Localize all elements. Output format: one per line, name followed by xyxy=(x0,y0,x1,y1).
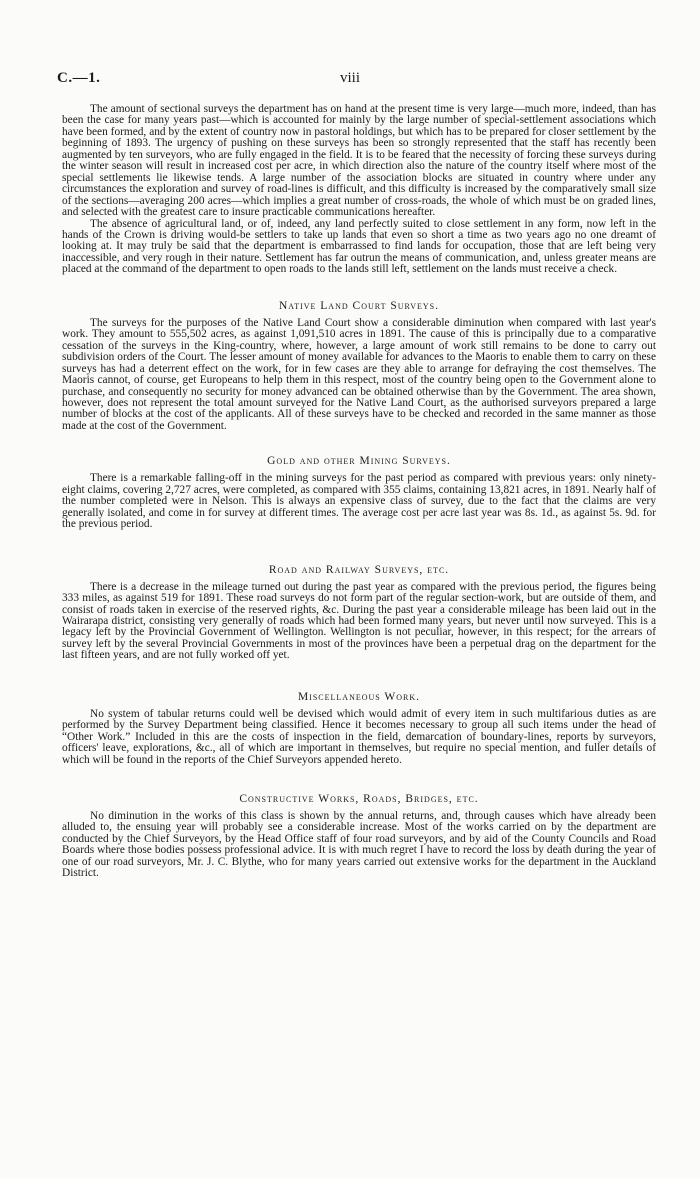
intro-paragraph-2: The absence of agricultural land, or of, indeed, any land perfectly suited to close settlement in any form, now left in the hands of the Crown is driving would-be settlers to take up lands that even so short a time as two years ago no one dreamt of looking at. It may truly be said that the department is embarrassed to find lands for occupation, those that are left being very inaccessible, and very rough in their nature. Settlement has far outrun the means of communication, and, unless greater means are placed at the command of the department to open roads to the lands still left, settlement on the lands must receive a check. xyxy=(62,217,656,276)
paragraph-road-railway-surveys: There is a decrease in the mileage turned out during the past year as compared with the previous period, the figures being 333 miles, as against 519 for 1891. These road surveys do not form part of the regular section-work, but are outside of them, and consist of roads taken in exercise of the reserved rights, &c. During the past year a considerable mileage has been laid out in the Wairarapa district, consisting very generally of roads which had been formed many years, but never until now surveyed. This is a legacy left by the Provincial Government of Wellington. Wellington is not peculiar, however, in this respect; for the arrears of survey left by the several Provincial Governments in most of the provinces have been a perpetual drag on the department for the last fifteen years, and are not fully worked off yet. xyxy=(62,580,656,662)
heading-road-railway-surveys: Road and Railway Surveys, etc. xyxy=(268,563,450,576)
paragraph-native-land-court-surveys: The surveys for the purposes of the Native Land Court show a considerable diminution when compared with last year's work. They amount to 555,502 acres, as against 1,091,510 acres in 1891. The cause of this is principally due to a comparative cessation of the surveys in the King-country, where, however, a large amount of work still remains to be done to carry out subdivision orders of the Court. The lesser amount of money available for advances to the Maoris to enable them to carry on these surveys has had a deterrent effect on the work, for in few cases are they able to arrange for defraying the cost themselves. The Maoris cannot, of course, get Europeans to help them in this respect, most of the country being open to the Government alone to purchase, and consequently no security for money advanced can be obtained otherwise than by the Government. The area shown, however, does not represent the total amount surveyed for the Native Land Court, as the authorised surveyors prepared a large number of blocks at the cost of the applicants. All of these surveys have to be checked and recorded in the same manner as those made at the cost of the Government. xyxy=(62,316,656,432)
page-number: viii xyxy=(339,70,360,86)
page-header xyxy=(57,70,643,90)
document-reference: C.—1. xyxy=(57,70,101,86)
heading-native-land-court-surveys: Native Land Court Surveys. xyxy=(279,299,439,312)
heading-gold-mining-surveys: Gold and other Mining Surveys. xyxy=(267,455,451,468)
paragraph-gold-mining-surveys: There is a remarkable falling-off in the mining surveys for the past period as compared with previous years: only ninety-eight claims, covering 2,727 acres, were completed, as compared with 355 claims, containing 13,821 acres, in 1891. Nearly half of the number completed were in Nelson. This is always an expensive class of survey, due to the fact that the claims are very generally isolated, and come in for survey at different times. The average cost per acre last year was 8s. 1d., as against 5s. 9d. for the previous period. xyxy=(62,472,656,531)
document-body xyxy=(62,104,656,880)
intro-paragraph-1: The amount of sectional surveys the department has on hand at the present time is very large—much more, indeed, than has been the case for many years past—which is accounted for mainly by the large number of special-settlement associations which have been formed, and by the extent of country now in pastoral holdings, but which has to be prepared for closer settlement by the beginning of 1893. The urgency of pushing on these surveys has been so strongly represented that the staff has recently been augmented by ten surveyors, who are fully engaged in the field. It is to be feared that the necessity of forcing these surveys during the winter season will result in increased cost per acre, in which direction also the nature of the country itself where most of the special settlements lie likewise tends. A large number of the association blocks are situated in country where under any circumstances the exploration and survey of road-lines is difficult, and this difficulty is increased by the comparatively small size of the sections—averaging 200 acres—which implies a great number of cross-roads, the whole of which must be on graded lines, and selected with the greatest care to insure practicable communications hereafter. xyxy=(62,103,656,219)
heading-constructive-works: Constructive Works, Roads, Bridges, etc. xyxy=(239,793,479,806)
paragraph-miscellaneous-work: No system of tabular returns could well be devised which would admit of every item in such multifarious duties as are performed by the Survey Department being classified. Hence it becomes necessary to group all such items under the head of “Other Work.” Included in this are the costs of inspection in the field, demarcation of boundary-lines, reports by surveyors, officers' leave, explorations, &c., all of which are important in themselves, but require no special mention, and fuller details of which will be found in the reports of the Chief Surveyors appended hereto. xyxy=(62,707,656,766)
heading-miscellaneous-work: Miscellaneous Work. xyxy=(297,690,421,703)
paragraph-constructive-works: No diminution in the works of this class is shown by the annual returns, and, through causes which have already been alluded to, the ensuing year will probably see a considerable increase. Most of the works carried on by the department are conducted by the Chief Surveyors, by the Head Office staff of four road surveyors, and by aid of the County Councils and Road Boards where those bodies possess professional advice. It is with much regret I have to record the loss by death during the year of one of our road surveyors, Mr. J. C. Blythe, who for many years carried out extensive works for the department in the Auckland District. xyxy=(62,810,656,880)
